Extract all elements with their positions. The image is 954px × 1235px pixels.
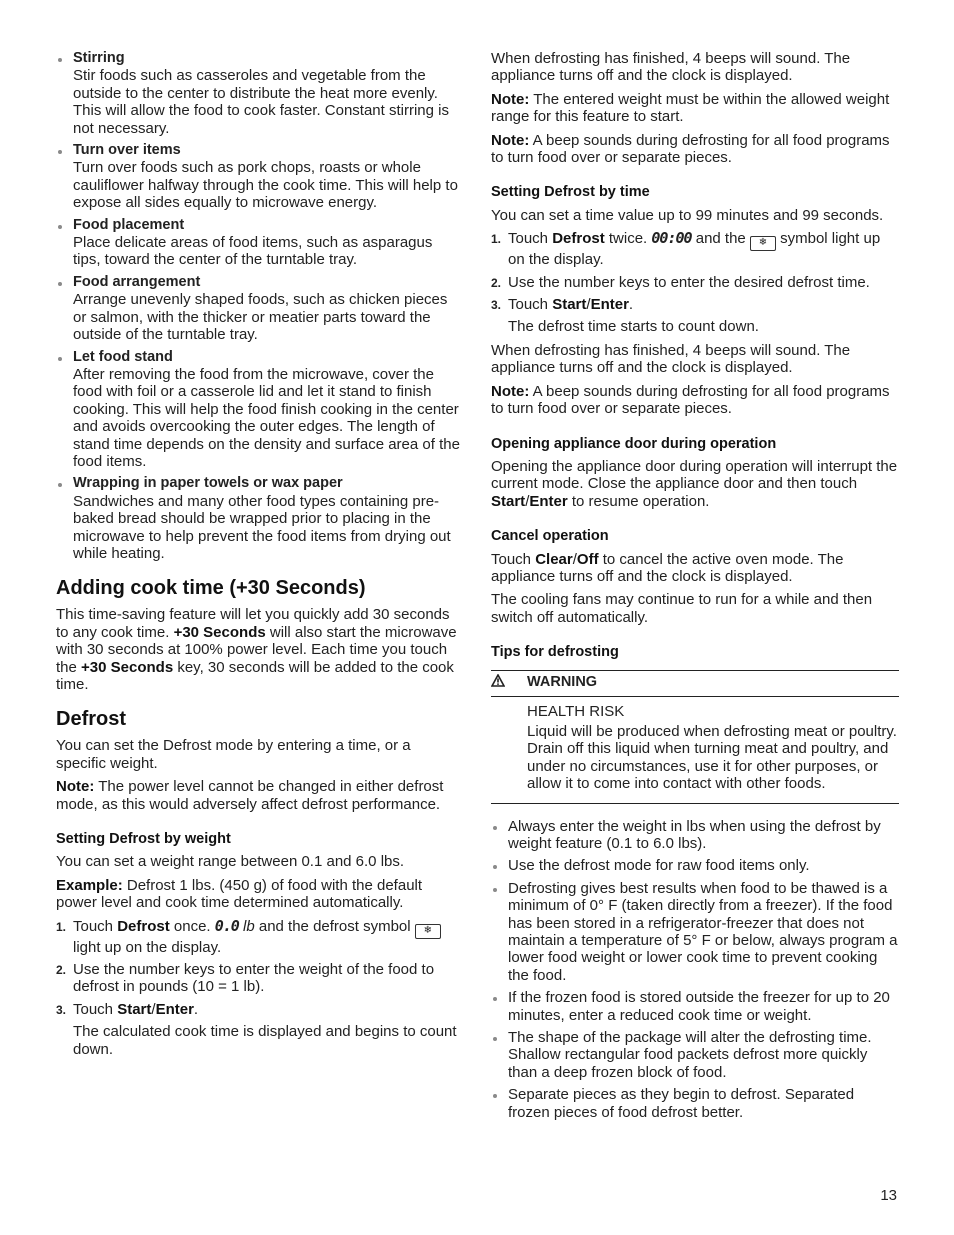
list-item: [56, 349, 462, 471]
defrost-note: Note: The power level cannot be changed in either defrost mode, as this would adversely affect defrost performance.: [56, 778, 444, 813]
list-item-title: Wrapping in paper towels or wax paper: [73, 475, 343, 492]
defrost-time-heading: Setting Defrost by time: [491, 184, 650, 201]
weight-step-3: 3. Touch Start/Enter.: [56, 1000, 199, 1018]
snowflake-box-icon: ❄: [415, 924, 441, 939]
defrost-heading: Defrost: [56, 708, 127, 731]
warning-triangle-icon: [491, 670, 527, 696]
snowflake-box-icon: ❄: [750, 236, 776, 251]
lcd-weight-display: 0.0: [214, 916, 239, 935]
list-item-text: Stir foods such as casseroles and vegetable from the outside to the center to distribute the heat more evenly. This will allow the food to cook faster. Constant stirring is not necessary.: [73, 67, 449, 137]
warning-text: Liquid will be produced when defrosting meat or poultry. Drain off this liquid when turning meat and poultry, and under no circumstances, use it for other purposes, or allow it to come into contact with other foods.: [527, 722, 897, 793]
note-beep-2: Note: A beep sounds during defrosting for all food programs to turn food over or separate pieces.: [491, 382, 890, 418]
list-item: [56, 142, 462, 212]
time-step-3: 3. Touch Start/Enter.: [491, 296, 634, 314]
time-step-3-detail: The defrost time starts to count down.: [508, 318, 759, 336]
weight-step-3-detail: The calculated cook time is displayed and begins to count down.: [73, 1023, 457, 1058]
note-weight-range: Note: The entered weight must be within the allowed weight range for this feature to start.: [491, 90, 890, 126]
list-item: [56, 475, 462, 562]
list-item-title: Food placement: [73, 216, 185, 233]
list-item-text: Arrange unevenly shaped foods, such as chicken pieces or salmon, with the thicker or meatier parts toward the outside of the turntable tray.: [73, 291, 448, 344]
example-text: Example: Defrost 1 lbs. (450 g) of food with the default power level and cook time determined automatically.: [56, 876, 423, 912]
list-item: The shape of the package will alter the defrosting time. Shallow rectangular food packets defrost more quickly than a deep frozen block of food.: [491, 1029, 899, 1081]
list-item-title: Turn over items: [73, 142, 181, 159]
right-column: [491, 50, 899, 1126]
cooling-fans-text: The cooling fans may continue to run for a while and then switch off automatically.: [491, 591, 873, 626]
list-item-text: Turn over foods such as pork chops, roasts or whole cauliflower halfway through the cook time. This will help to expose all sides equally to microwave energy.: [73, 159, 458, 212]
time-step-2: 2. Use the number keys to enter the desired defrost time.: [491, 273, 870, 291]
defrost-weight-heading: Setting Defrost by weight: [56, 831, 231, 848]
weight-range-text: You can set a weight range between 0.1 and 6.0 lbs.: [56, 853, 405, 871]
list-item: Use the defrost mode for raw food items only.: [491, 857, 899, 874]
list-item: [56, 217, 462, 269]
defrost-tips-list: [491, 818, 899, 1122]
defrost-intro: You can set the Defrost mode by entering a time, or a specific weight.: [56, 737, 411, 772]
list-item: Separate pieces as they begin to defrost. Separated frozen pieces of food defrost better.: [491, 1086, 899, 1121]
warning-subtitle: HEALTH RISK: [527, 702, 625, 720]
list-item-title: Food arrangement: [73, 273, 201, 290]
cancel-text: Touch Clear/Off to cancel the active oven mode. The appliance turns off and the clock is displayed.: [491, 550, 844, 585]
weight-step-2: 2. Use the number keys to enter the weight of the food to defrost in pounds (10 = 1 lb).: [56, 961, 435, 996]
note-beep: Note: A beep sounds during defrosting for all food programs to turn food over or separate pieces.: [491, 131, 890, 167]
list-item: If the frozen food is stored outside the freezer for up to 20 minutes, enter a reduced cook time or weight.: [491, 989, 899, 1024]
cancel-heading: Cancel operation: [491, 528, 609, 545]
weight-step-1: 1. Touch Defrost once. 0.0 lb and the defrost symbol ❄ light up on the display.: [56, 918, 462, 956]
warning-box: [491, 670, 899, 804]
list-item-text: Sandwiches and many other food types containing pre-baked bread should be wrapped prior to placing in the microwave to help prevent the food items from drying out while heating.: [73, 492, 451, 562]
door-heading: Opening appliance door during operation: [491, 435, 777, 452]
cooking-tips-list: [56, 50, 462, 562]
defrost-finished-text: When defrosting has finished, 4 beeps will sound. The appliance turns off and the clock is displayed.: [491, 50, 851, 85]
list-item-title: Stirring: [73, 50, 125, 66]
list-item-text: Place delicate areas of food items, such as asparagus tips, toward the center of the turntable tray.: [73, 234, 433, 269]
page-number: 13: [880, 1187, 897, 1204]
lcd-time-display: 00:00: [651, 229, 692, 248]
time-step-1: 1. Touch Defrost twice. 00:00 and the ❄ symbol light up on the display.: [491, 229, 881, 269]
list-item: Always enter the weight in lbs when using the defrost by weight feature (0.1 to 6.0 lbs).: [491, 818, 899, 853]
time-intro: You can set a time value up to 99 minutes and 99 seconds.: [491, 206, 884, 224]
list-item-title: Let food stand: [73, 348, 173, 365]
adding-cook-time-text: This time-saving feature will let you quickly add 30 seconds to any cook time. +30 Seconds will also start the microwave with 30 seconds at 100% power level. Each time you touch the +30 Seconds key, 30 seconds will be added to the cook time.: [56, 606, 457, 693]
left-column: [56, 50, 462, 1064]
warning-header: WARNING: [491, 671, 899, 697]
tips-heading: Tips for defrosting: [491, 644, 619, 661]
list-item: Defrosting gives best results when food to be thawed is a minimum of 0° F (taken directly from a freezer). If the food has been stored in a refrigerator-freezer that does not maintain a temperature of 5° F or below, always program a lower food weight or lower cook time to prevent cooking the food.: [491, 880, 899, 984]
list-item: [56, 274, 462, 344]
list-item: [56, 50, 462, 137]
defrost-finished-text-2: When defrosting has finished, 4 beeps will sound. The appliance turns off and the clock is displayed.: [491, 341, 851, 377]
door-text: Opening the appliance door during operation will interrupt the current mode. Close the appliance door and then touch Start/Enter to resume operation.: [491, 457, 898, 510]
warning-body: [491, 697, 899, 793]
adding-cook-time-heading: Adding cook time (+30 Seconds): [56, 577, 366, 600]
list-item-text: After removing the food from the microwave, cover the food with foil or a casserole lid and let it stand to finish cooking. This will help the food finish cooking in the center and avoids overcooking the outer edges. The length of stand time depends on the density and surface area of the food items.: [73, 365, 460, 470]
